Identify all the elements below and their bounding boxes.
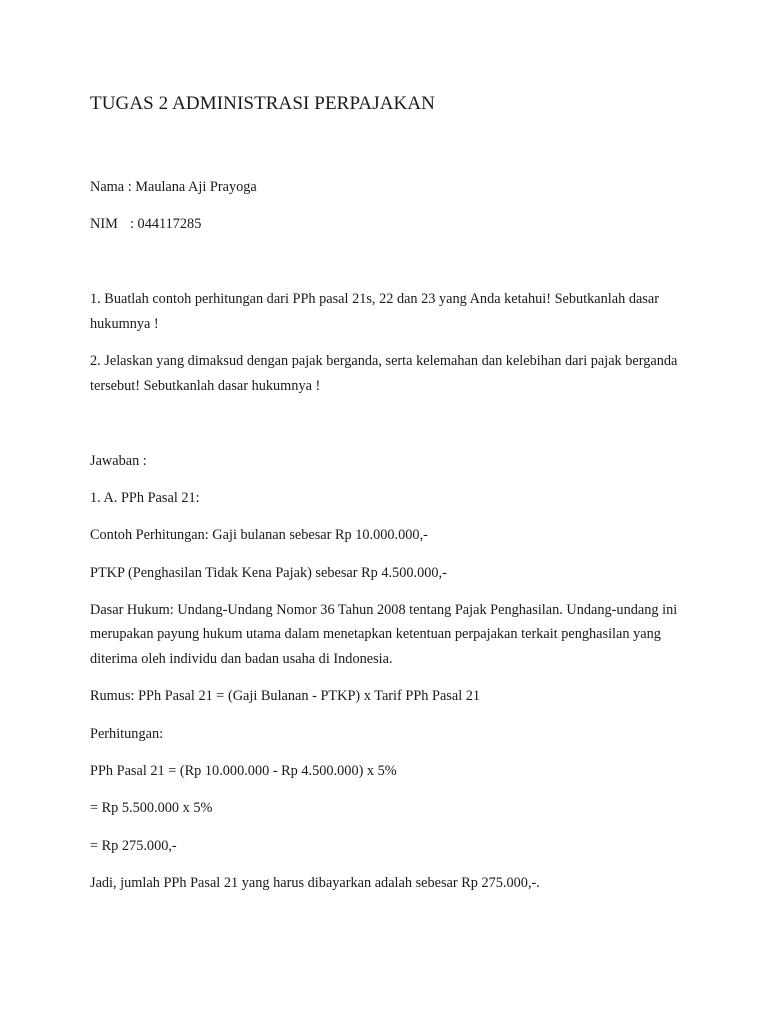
calculation-step-3: = Rp 275.000,- <box>90 838 177 854</box>
question-2-line-1: 2. Jelaskan yang dimaksud dengan pajak berganda, serta kelemahan dan kelebihan dari pajak berganda <box>90 353 678 369</box>
example-line: Contoh Perhitungan: Gaji bulanan sebesar Rp 10.000.000,- <box>90 527 428 543</box>
answer-heading: Jawaban : <box>90 453 147 469</box>
legal-basis-line-3: diterima oleh individu dan badan usaha di Indonesia. <box>90 651 393 667</box>
student-nim-line <box>90 212 201 237</box>
question-1-line-1: 1. Buatlah contoh perhitungan dari PPh pasal 21s, 22 dan 23 yang Anda ketahui! Sebutkanlah dasar <box>90 291 659 307</box>
ptkp-line: PTKP (Penghasilan Tidak Kena Pajak) sebesar Rp 4.500.000,- <box>90 565 447 581</box>
answer-section-1a: 1. A. PPh Pasal 21: <box>90 490 200 506</box>
legal-basis-line-2: merupakan payung hukum utama dalam menetapkan ketentuan perpajakan terkait penghasilan yang <box>90 626 661 642</box>
legal-basis-line-1: Dasar Hukum: Undang-Undang Nomor 36 Tahun 2008 tentang Pajak Penghasilan. Undang-undang ini <box>90 602 678 618</box>
nim-label: NIM <box>90 216 118 232</box>
formula-line: Rumus: PPh Pasal 21 = (Gaji Bulanan - PTKP) x Tarif PPh Pasal 21 <box>90 688 481 704</box>
conclusion-line: Jadi, jumlah PPh Pasal 21 yang harus dibayarkan adalah sebesar Rp 275.000,-. <box>90 875 540 891</box>
question-2-line-2: tersebut! Sebutkanlah dasar hukumnya ! <box>90 378 321 394</box>
student-name-line: Nama : Maulana Aji Prayoga <box>90 179 257 195</box>
calculation-heading: Perhitungan: <box>90 726 164 742</box>
calculation-step-1: PPh Pasal 21 = (Rp 10.000.000 - Rp 4.500.000) x 5% <box>90 763 397 779</box>
nim-value: : 044117285 <box>130 216 202 232</box>
document-title: TUGAS 2 ADMINISTRASI PERPAJAKAN <box>90 93 435 114</box>
question-1-line-2: hukumnya ! <box>90 316 159 332</box>
calculation-step-2: = Rp 5.500.000 x 5% <box>90 800 213 816</box>
